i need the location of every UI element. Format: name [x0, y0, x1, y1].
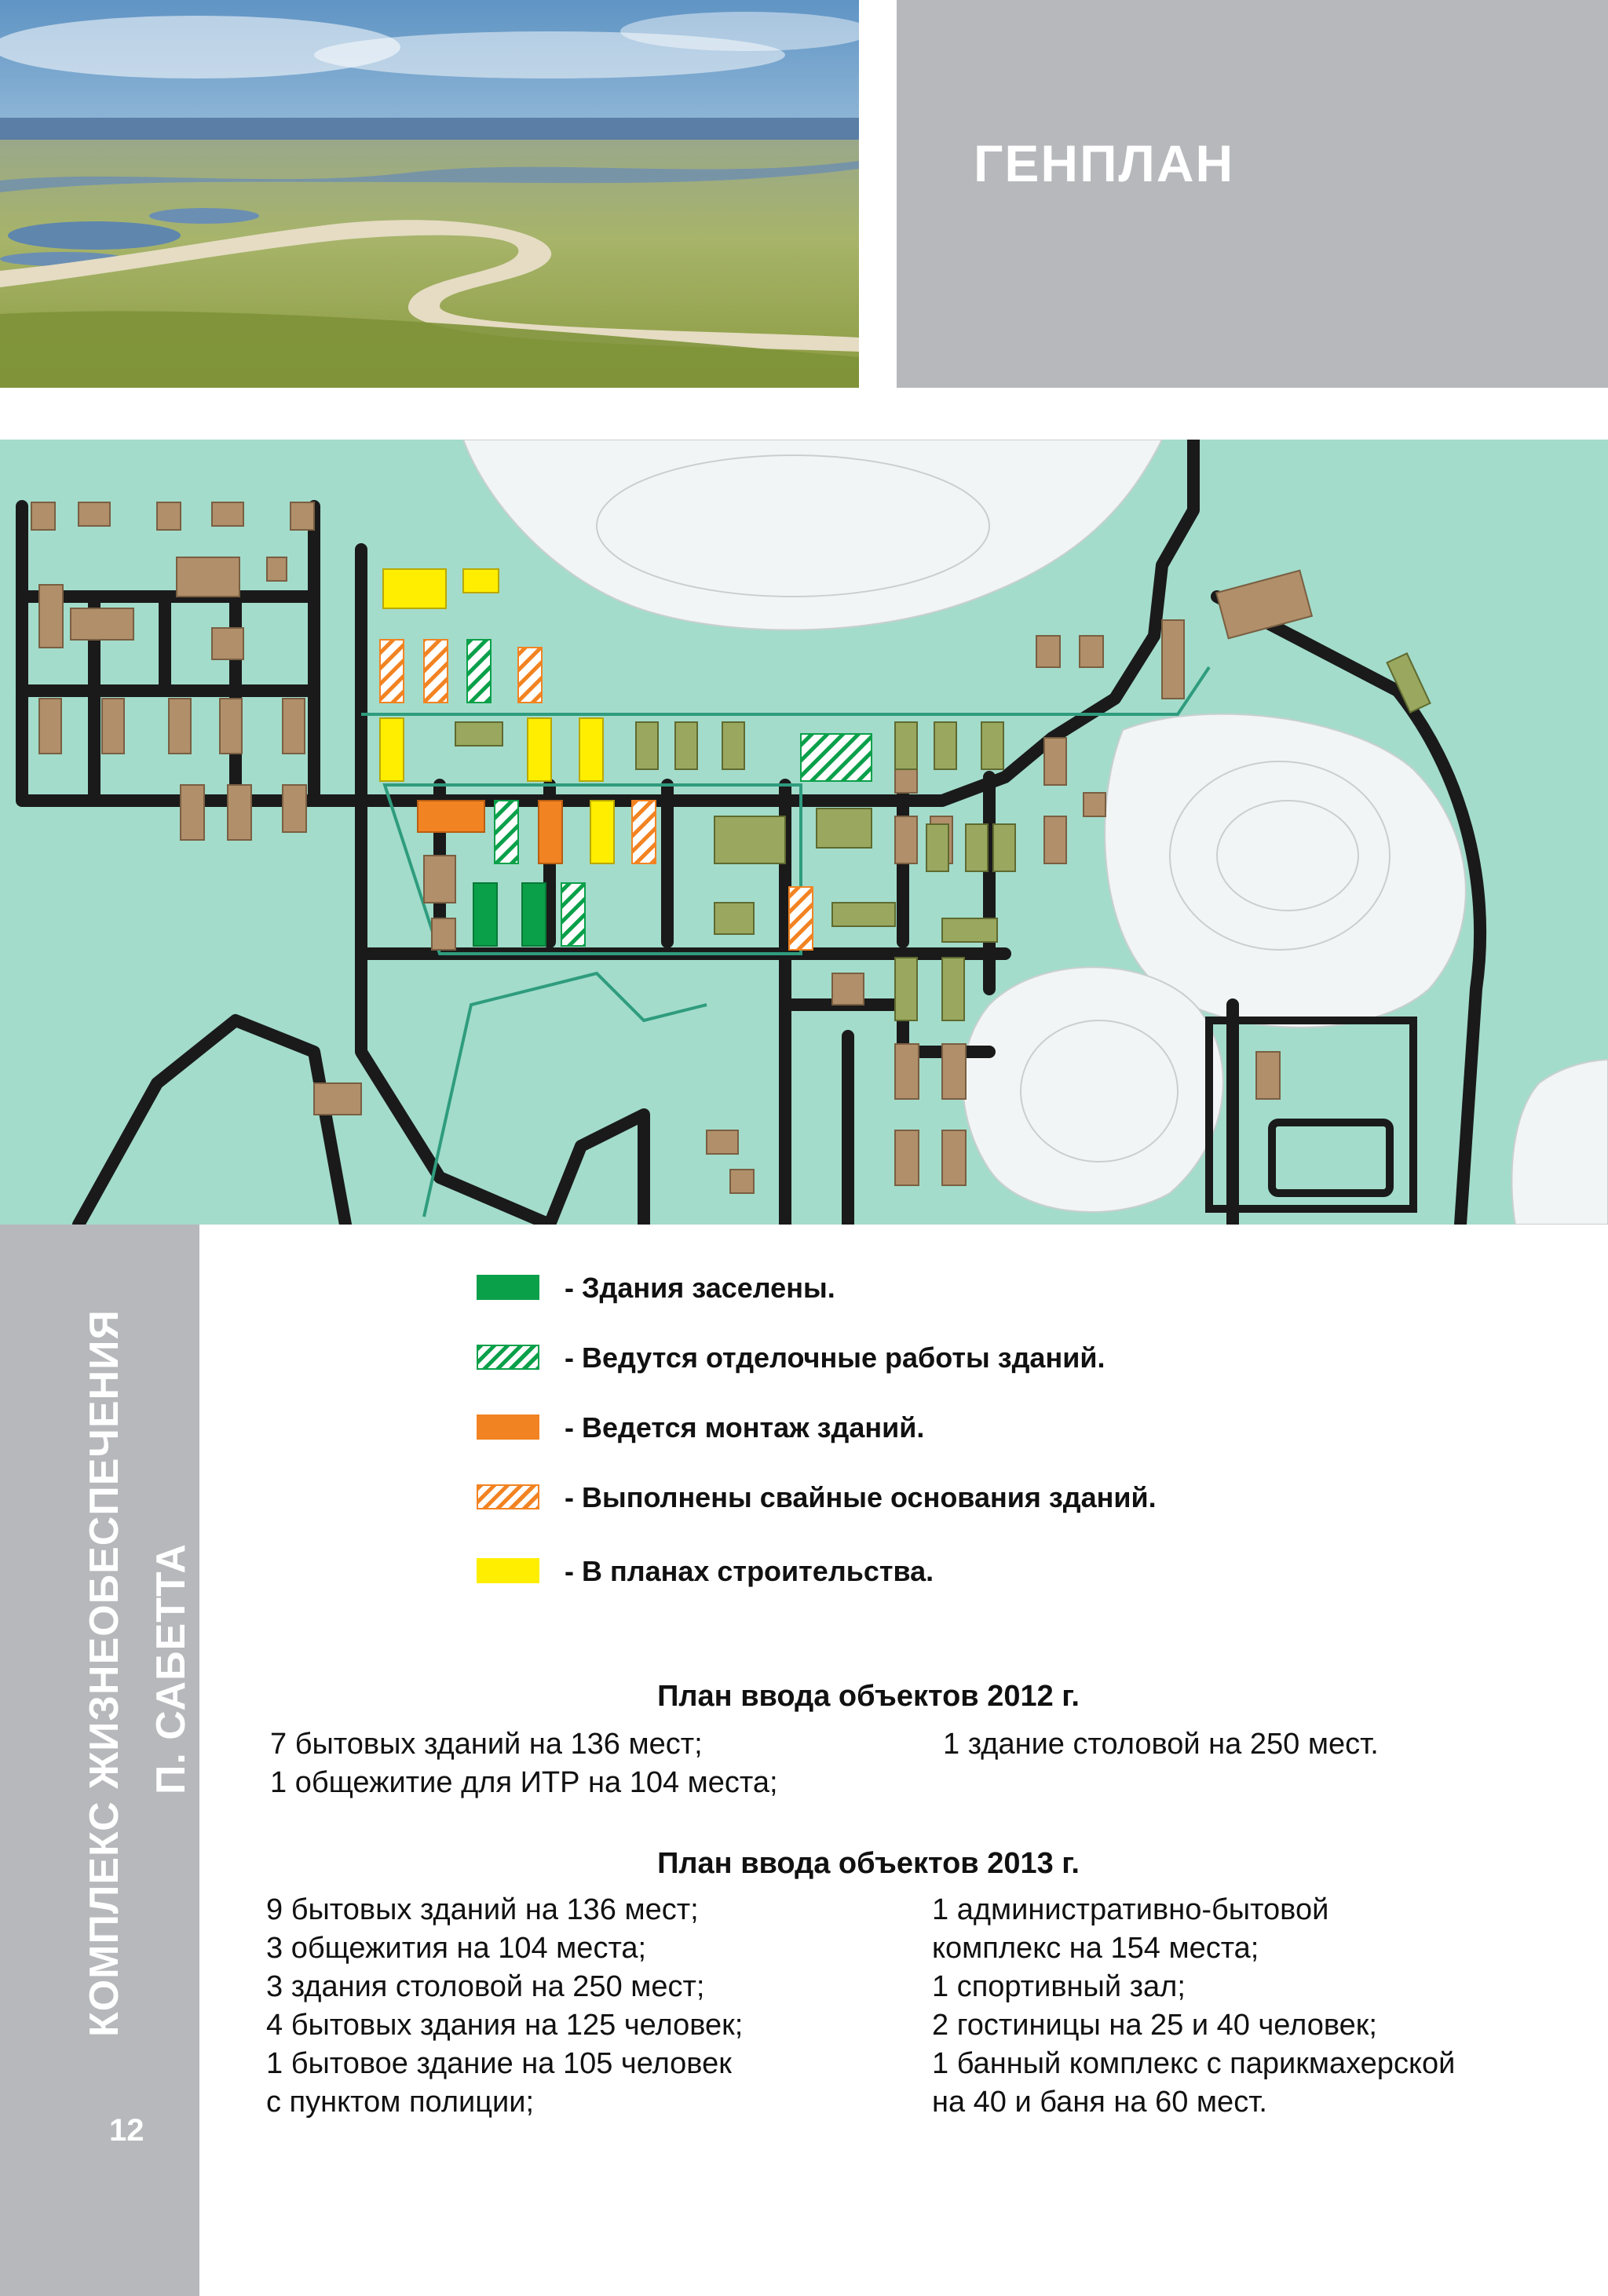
legend-item-finishing — [477, 1341, 1340, 1373]
title-panel — [897, 0, 1608, 388]
plan-2013-heading — [0, 1847, 1608, 1881]
buildings-occupied — [473, 883, 546, 946]
plan-2012-heading — [0, 1680, 1608, 1714]
legend-item-planned — [477, 1555, 1340, 1586]
plan-2012-right-list: 1 здание столовой на 250 мест. — [943, 1728, 1379, 1761]
legend-label: - Выполнены свайные основания зданий. — [565, 1481, 1157, 1513]
plan-2013-title: План ввода объектов 2013 г. — [657, 1847, 1080, 1880]
legend-swatch-solid-green — [477, 1275, 539, 1300]
legend-label: - Ведется монтаж зданий. — [565, 1411, 925, 1444]
section-subtitle: П. САБЕТТА — [148, 1543, 194, 1794]
page-title: ГЕНПЛАН — [974, 134, 1235, 192]
legend-swatch-solid-yellow — [477, 1558, 539, 1583]
master-plan-map — [0, 440, 1608, 1225]
legend-item-occupied — [477, 1272, 1340, 1303]
legend-label: - Ведутся отделочные работы зданий. — [565, 1341, 1106, 1374]
plan-2013-right-list: 1 административно-бытовой комплекс на 154 места; 1 спортивный зал; 2 гостиницы на 25 и 40 человек; 1 банный комплекс с парикмахерской на 40 и баня на 60 мест. — [932, 1893, 1456, 2119]
legend-swatch-hatched-orange — [477, 1484, 539, 1509]
section-sidebar — [0, 1225, 199, 2296]
legend-item-mounting — [477, 1411, 1340, 1443]
plan-2012-left-list: 7 бытовых зданий на 136 мест; 1 общежитие для ИТР на 104 места; — [270, 1728, 778, 1799]
page-number: 12 — [109, 2113, 144, 2148]
section-title: КОМПЛЕКС ЖИЗНЕОБЕСПЕЧЕНИЯ — [82, 1309, 127, 2037]
legend-swatch-hatched-green — [477, 1345, 539, 1370]
legend-label: - В планах строительства. — [565, 1555, 934, 1587]
legend-swatch-solid-orange — [477, 1414, 539, 1440]
legend-label: - Здания заселены. — [565, 1272, 835, 1304]
plan-2013-left-list: 9 бытовых зданий на 136 мест; 3 общежития на 104 места; 3 здания столовой на 250 мест; 4 бытовых здания на 125 человек; 1 бытовое здание на 105 человек с пунктом полиции; — [266, 1893, 744, 2119]
legend-item-piles — [477, 1481, 1340, 1513]
plan-2012-title: План ввода объектов 2012 г. — [657, 1680, 1080, 1713]
tundra-landscape-photo — [0, 0, 859, 388]
